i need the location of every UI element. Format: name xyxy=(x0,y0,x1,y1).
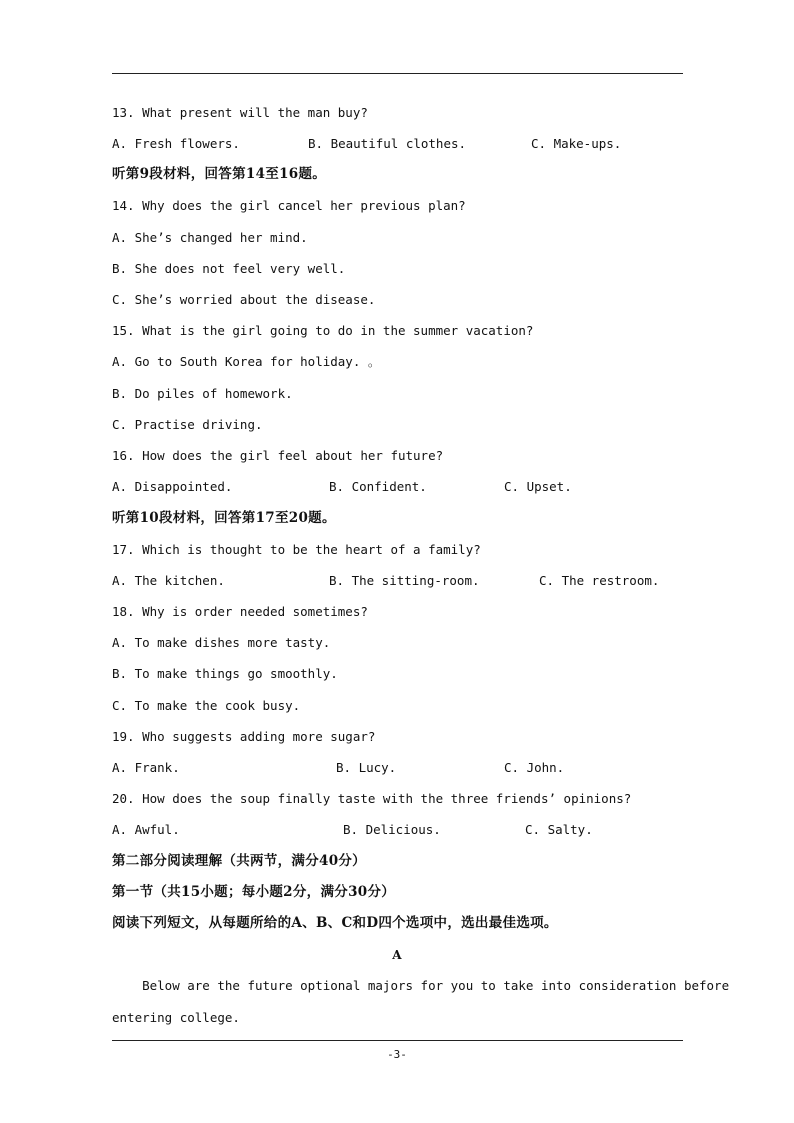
option-17b: B. The sitting-room. xyxy=(329,573,480,588)
option-20b: B. Delicious. xyxy=(343,822,441,837)
option-14a: A. She’s changed her mind. xyxy=(112,230,308,245)
reading-instructions: 阅读下列短文，从每题所给的A、B、C和D四个选项中，选出最佳选项。 xyxy=(112,915,558,931)
option-18a: A. To make dishes more tasty. xyxy=(112,635,331,650)
option-19b: B. Lucy. xyxy=(336,760,397,775)
question-20: 20. How does the soup finally taste with the three friends’ opinions? xyxy=(112,791,632,806)
question-14: 14. Why does the girl cancel her previous plan? xyxy=(112,198,466,213)
option-16c: C. Upset. xyxy=(504,479,572,494)
option-15b: B. Do piles of homework. xyxy=(112,386,293,401)
question-18: 18. Why is order needed sometimes? xyxy=(112,604,368,619)
header-rule xyxy=(112,73,683,74)
section-9-heading: 听第9段材料，回答第14至16题。 xyxy=(112,166,327,182)
option-16a: A. Disappointed. xyxy=(112,479,233,494)
option-19c: C. John. xyxy=(504,760,565,775)
footer-rule xyxy=(112,1040,683,1041)
option-13b: B. Beautiful clothes. xyxy=(308,136,467,151)
option-20c: C. Salty. xyxy=(525,822,593,837)
question-17: 17. Which is thought to be the heart of a family? xyxy=(112,542,481,557)
option-13c: C. Make-ups. xyxy=(531,136,622,151)
option-16b: B. Confident. xyxy=(329,479,427,494)
option-14c: C. She’s worried about the disease. xyxy=(112,292,376,307)
option-19a: A. Frank. xyxy=(112,760,180,775)
option-18c: C. To make the cook busy. xyxy=(112,698,301,713)
option-17c: C. The restroom. xyxy=(539,573,660,588)
option-14b: B. She does not feel very well. xyxy=(112,261,346,276)
option-13a: A. Fresh flowers. xyxy=(112,136,240,151)
section-10-heading: 听第10段材料，回答第17至20题。 xyxy=(112,510,336,526)
option-17a: A. The kitchen. xyxy=(112,573,225,588)
option-18b: B. To make things go smoothly. xyxy=(112,666,338,681)
passage-label: A xyxy=(392,948,402,962)
question-15: 15. What is the girl going to do in the summer vacation? xyxy=(112,323,534,338)
question-16: 16. How does the girl feel about her future? xyxy=(112,448,444,463)
passage-line-1: Below are the future optional majors for you to take into consideration before xyxy=(112,978,730,993)
question-19: 19. Who suggests adding more sugar? xyxy=(112,729,376,744)
option-15a: A. Go to South Korea for holiday. 。 xyxy=(112,354,381,369)
option-20a: A. Awful. xyxy=(112,822,180,837)
passage-line-2: entering college. xyxy=(112,1010,240,1025)
section-1-heading: 第一节（共15小题；每小题2分，满分30分） xyxy=(112,884,396,900)
page-number: -3- xyxy=(387,1048,407,1061)
part-2-heading: 第二部分阅读理解（共两节，满分40分） xyxy=(112,853,366,869)
question-13: 13. What present will the man buy? xyxy=(112,105,368,120)
option-15c: C. Practise driving. xyxy=(112,417,263,432)
